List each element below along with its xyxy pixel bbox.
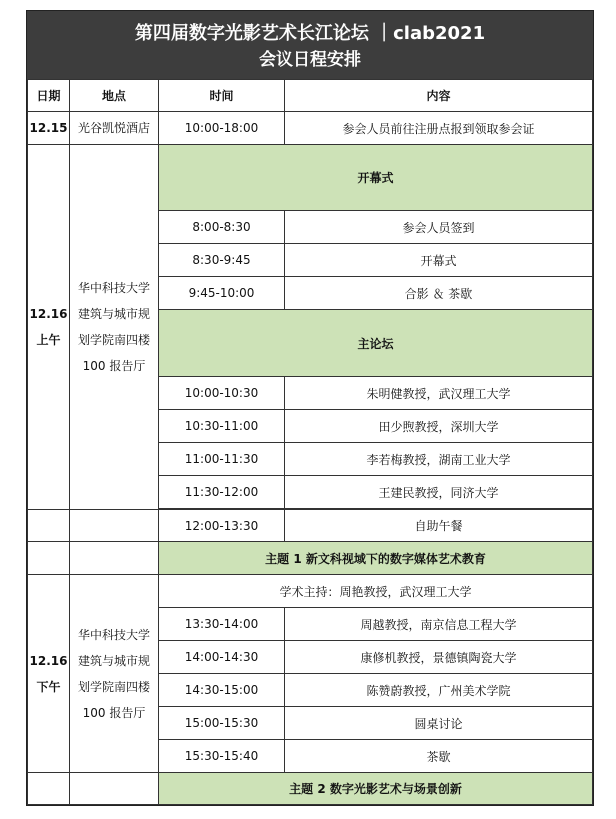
- content-cell: 康修机教授，景德镇陶瓷大学: [285, 641, 593, 674]
- schedule-document: [26, 10, 594, 806]
- place-line: 建筑与城市规: [77, 307, 150, 321]
- column-header-place: 地点: [70, 80, 159, 112]
- afternoon-period: 下午: [36, 679, 61, 694]
- content-cell: 圆桌讨论: [285, 707, 593, 740]
- content-cell: 参会人员前往注册点报到领取参会证: [285, 112, 593, 145]
- table-row: [28, 575, 593, 608]
- content-cell: 茶歇: [285, 740, 593, 773]
- empty-cell: [28, 510, 70, 542]
- time-cell: 10:30-11:00: [159, 410, 285, 443]
- empty-cell: [70, 510, 159, 542]
- section-theme-1: 主题 1 新文科视域下的数字媒体艺术教育: [159, 542, 593, 575]
- time-cell: 8:30-9:45: [159, 244, 285, 277]
- morning-place-cell: [70, 145, 159, 510]
- table-row: [28, 773, 593, 805]
- time-cell: 11:00-11:30: [159, 443, 285, 476]
- empty-cell: [70, 773, 159, 805]
- place-line: 华中科技大学: [77, 627, 150, 642]
- time-cell: 15:00-15:30: [159, 707, 285, 740]
- time-cell: 10:00-18:00: [159, 112, 285, 145]
- place-line: 华中科技大学: [77, 281, 150, 295]
- table-row: [28, 112, 593, 145]
- place-line: 划学院南四楼: [77, 333, 150, 347]
- time-cell: 9:45-10:00: [159, 277, 285, 310]
- content-cell: 参会人员签到: [285, 211, 593, 244]
- morning-date-cell: [28, 145, 70, 510]
- morning-period: 上午: [36, 333, 61, 347]
- place-line: 划学院南四楼: [77, 679, 150, 694]
- section-theme-2: 主题 2 数字光影艺术与场景创新: [159, 773, 593, 805]
- column-header-date: 日期: [28, 80, 70, 112]
- table-row: [28, 542, 593, 575]
- header-row: [28, 80, 593, 112]
- place-line: 100 报告厅: [82, 359, 146, 373]
- empty-cell: [70, 542, 159, 575]
- content-cell: 合影 ＆ 茶歇: [285, 277, 593, 310]
- time-cell: 8:00-8:30: [159, 211, 285, 244]
- content-cell: 自助午餐: [285, 510, 593, 542]
- afternoon-date-cell: [28, 575, 70, 773]
- afternoon-date: 12.16: [29, 653, 68, 668]
- academic-host: 学术主持：周艳教授，武汉理工大学: [159, 575, 593, 608]
- place-line: 100 报告厅: [82, 705, 146, 720]
- table-row: [28, 145, 593, 211]
- empty-cell: [28, 773, 70, 805]
- content-cell: 李若梅教授，湖南工业大学: [285, 443, 593, 476]
- time-cell: 11:30-12:00: [159, 476, 285, 509]
- time-cell: 14:30-15:00: [159, 674, 285, 707]
- section-opening: 开幕式: [159, 145, 593, 211]
- column-header-time: 时间: [159, 80, 285, 112]
- section-main-forum: 主论坛: [159, 310, 593, 377]
- content-cell: 朱明健教授，武汉理工大学: [285, 377, 593, 410]
- table-row: [28, 510, 593, 542]
- schedule-table: [27, 79, 593, 805]
- time-cell: 14:00-14:30: [159, 641, 285, 674]
- content-cell: 陈赞蔚教授，广州美术学院: [285, 674, 593, 707]
- morning-date: 12.16: [29, 307, 68, 321]
- content-cell: 田少煦教授，深圳大学: [285, 410, 593, 443]
- time-cell: 10:00-10:30: [159, 377, 285, 410]
- forum-title: 第四届数字光影艺术长江论坛 ｜clab2021: [134, 23, 486, 44]
- column-header-content: 内容: [285, 80, 593, 112]
- document-header: [27, 11, 593, 79]
- date-cell: 12.15: [28, 112, 70, 145]
- content-cell: 王建民教授，同济大学: [285, 476, 593, 509]
- afternoon-place-cell: [70, 575, 159, 773]
- place-line: 建筑与城市规: [77, 653, 150, 668]
- schedule-subtitle: 会议日程安排: [259, 50, 361, 70]
- content-cell: 开幕式: [285, 244, 593, 277]
- empty-cell: [28, 542, 70, 575]
- time-cell: 12:00-13:30: [159, 510, 285, 542]
- place-cell: 光谷凯悦酒店: [70, 112, 159, 145]
- time-cell: 13:30-14:00: [159, 608, 285, 641]
- time-cell: 15:30-15:40: [159, 740, 285, 773]
- content-cell: 周越教授，南京信息工程大学: [285, 608, 593, 641]
